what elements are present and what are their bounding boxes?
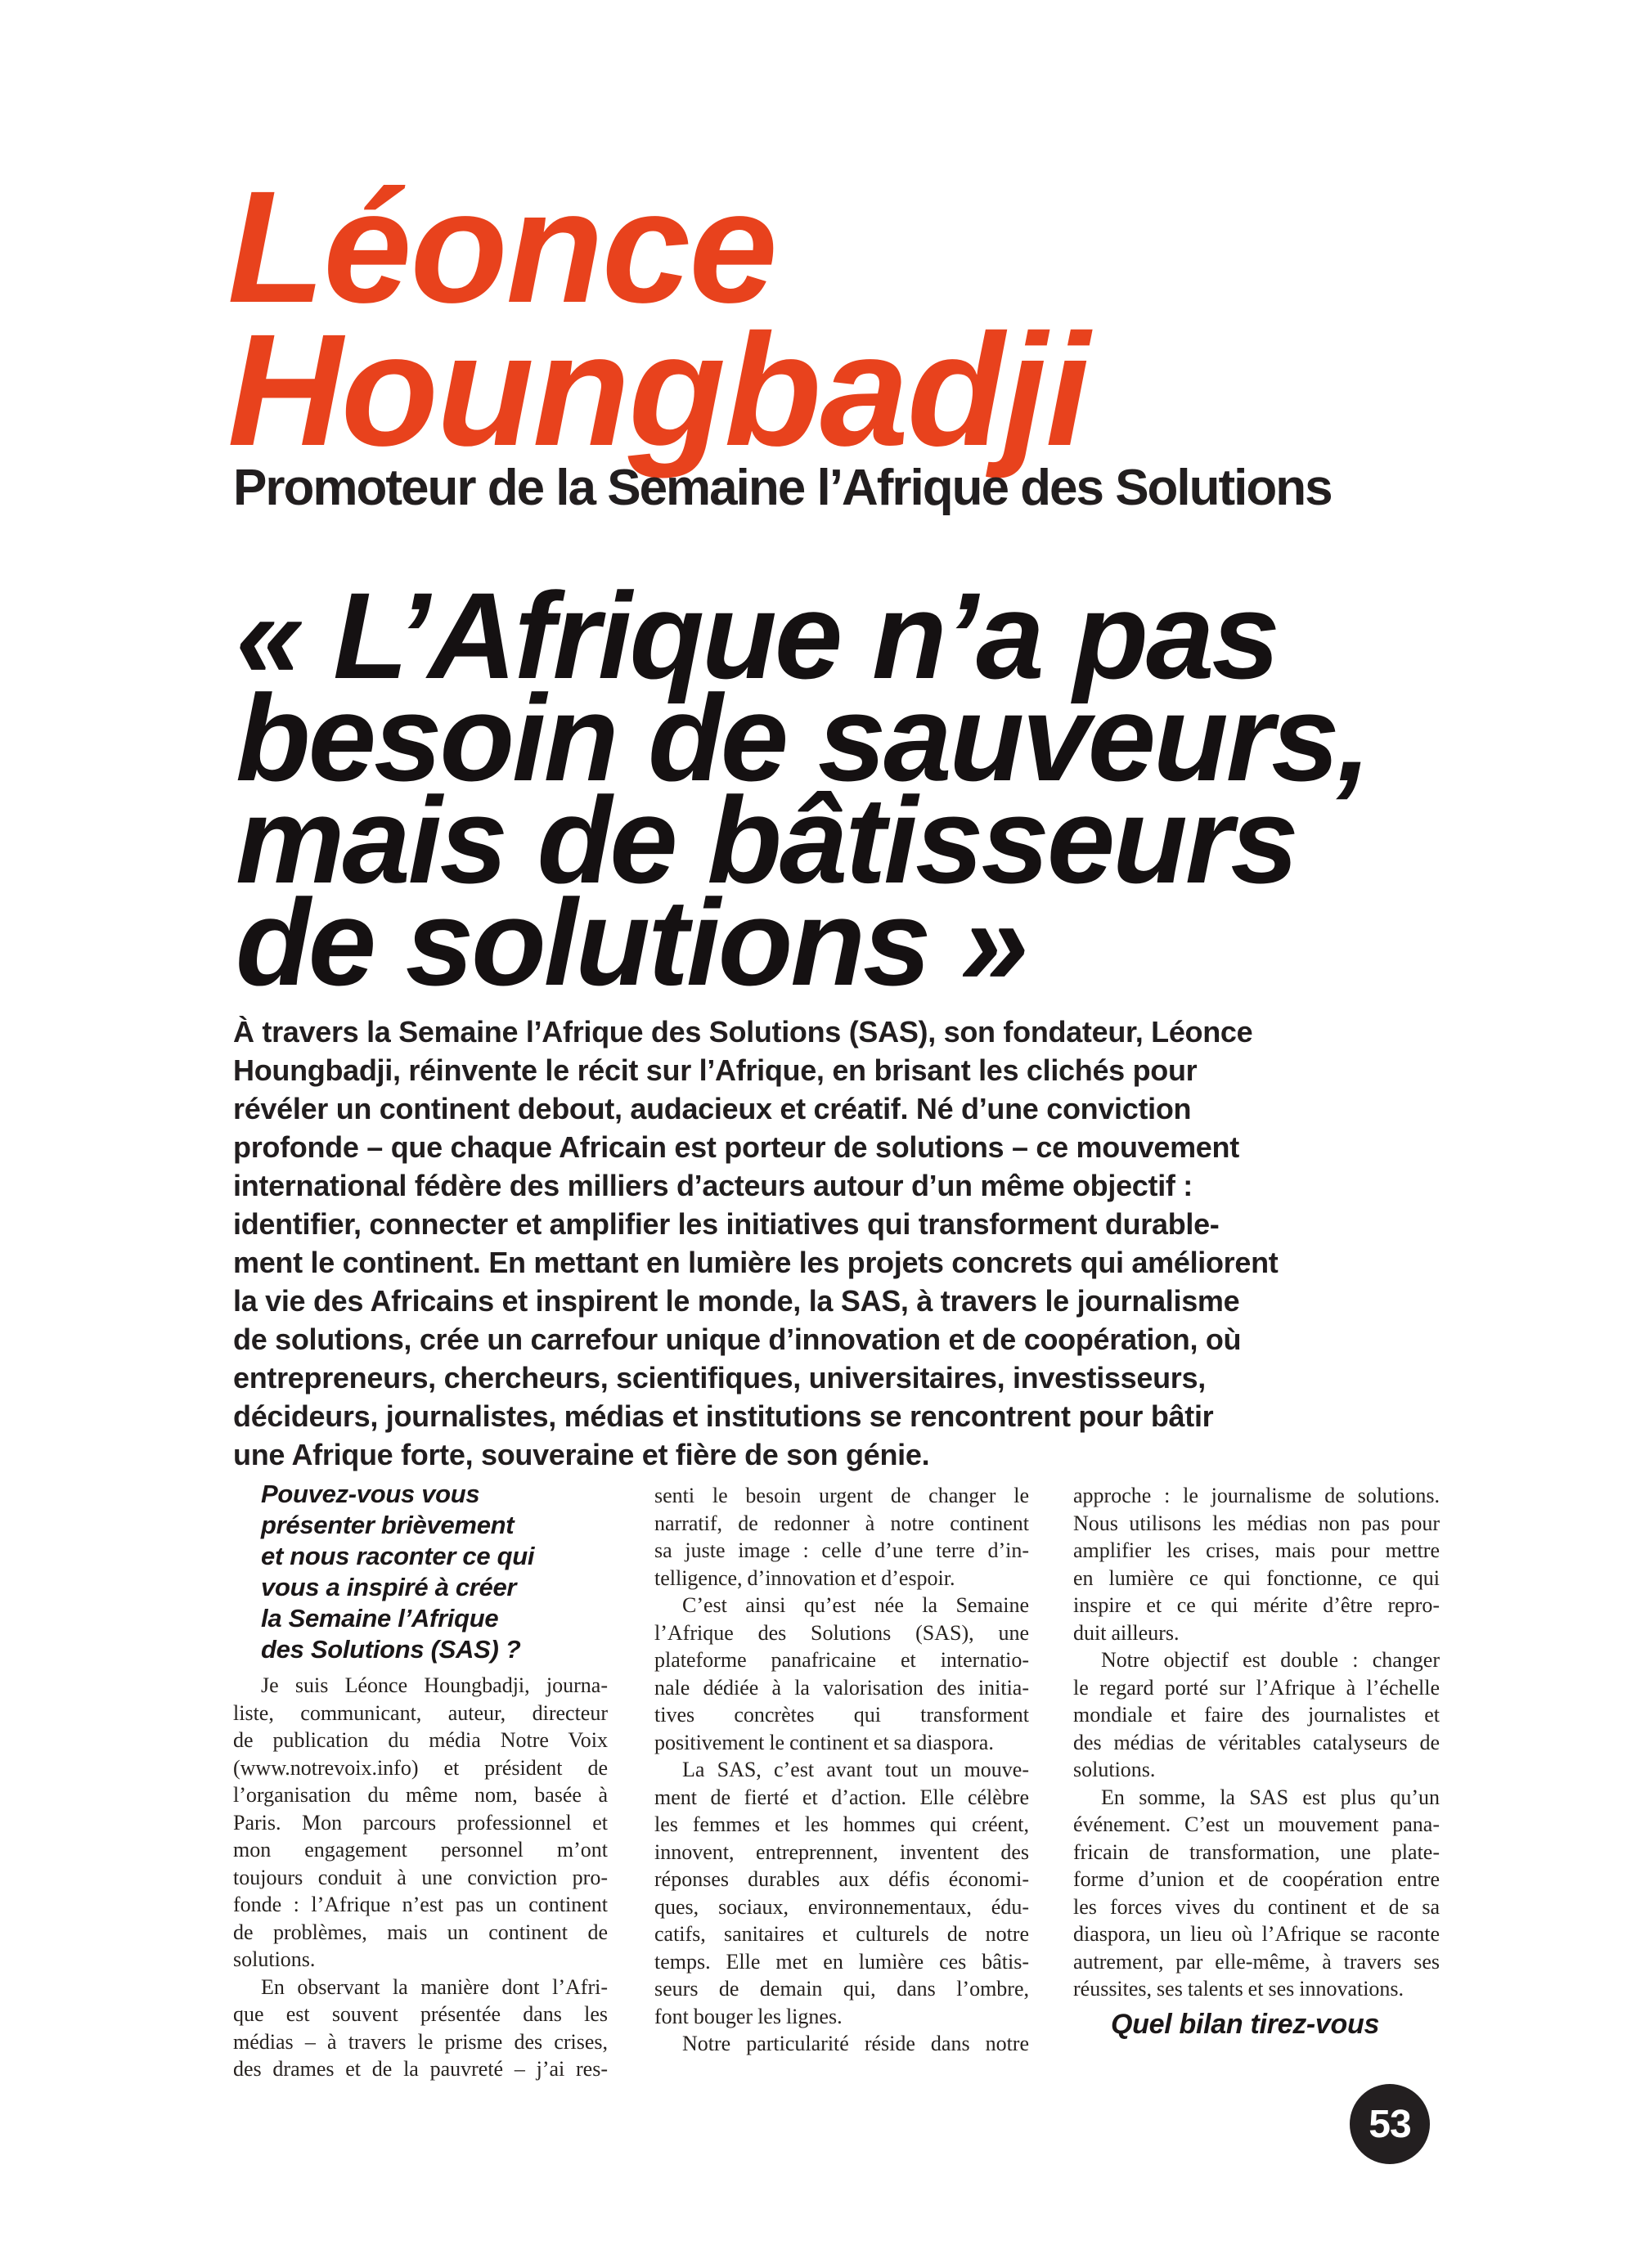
text-line: Paris. Mon parcours professionnel et	[233, 1810, 608, 1835]
text-line: de solutions, crée un carrefour unique d’innovation et de coopération, où	[233, 1323, 1242, 1356]
body-paragraph	[1073, 1482, 1440, 1646]
text-line: plateforme panafricaine et internatio-	[654, 1648, 1029, 1672]
text-line: C’est ainsi qu’est née la Semaine	[682, 1593, 1029, 1617]
text-line: En observant la manière dont l’Afri-	[261, 1974, 608, 1999]
text-line: décideurs, journalistes, médias et institutions se rencontrent pour bâtir	[233, 1399, 1214, 1433]
text-line: la vie des Africains et inspirent le monde, la SAS, à travers le journalisme	[233, 1284, 1240, 1318]
text-line: duit ailleurs.	[1073, 1620, 1180, 1645]
text-line: seurs de demain qui, dans l’ombre,	[654, 1977, 1029, 2001]
text-line: positivement le continent et sa diaspora.	[654, 1730, 994, 1754]
article-subtitle: Promoteur de la Semaine l’Afrique des Solutions	[233, 460, 1332, 516]
text-line: fonde : l’Afrique n’est pas un continent	[233, 1893, 608, 1916]
text-line: toujours conduit à une conviction pro-	[233, 1865, 608, 1889]
column-2	[654, 1482, 1029, 2058]
body-paragraph	[233, 1672, 608, 1974]
text-line: en lumière ce qui fonctionne, ce qui	[1073, 1565, 1440, 1590]
body-paragraph	[1073, 1646, 1440, 1784]
column-3	[1073, 1482, 1440, 2003]
text-line: ment le continent. En mettant en lumière les projets concrets qui améliorent	[233, 1246, 1279, 1279]
title-line-1: Léonce	[227, 158, 776, 336]
text-line: Je suis Léonce Houngbadji, journa-	[261, 1673, 608, 1697]
text-line: de solutions »	[236, 874, 1027, 1011]
text-line: des médias de véritables catalyseurs de	[1073, 1730, 1440, 1754]
text-line: une Afrique forte, souveraine et fière de son génie.	[233, 1438, 930, 1471]
text-line: catifs, sanitaires et culturels de notre	[654, 1922, 1029, 1946]
text-line: les forces vives du continent et de sa	[1073, 1894, 1440, 1919]
text-line: innovent, entreprennent, inventent des	[654, 1839, 1029, 1864]
text-line: fricain de transformation, une plate-	[1073, 1839, 1440, 1864]
text-line: solutions.	[1073, 1758, 1156, 1781]
text-line: sa juste image : celle d’une terre d’in-	[654, 1538, 1029, 1562]
body-paragraph	[654, 1482, 1029, 1592]
text-line: profonde – que chaque Africain est porteur de solutions – ce mouvement	[233, 1130, 1239, 1164]
text-line: des drames et de la pauvreté – j’ai res-	[233, 2057, 608, 2081]
body-paragraph	[654, 2030, 1029, 2058]
page-number-badge	[1350, 2084, 1430, 2164]
text-line: l’organisation du même nom, basée à	[233, 1783, 608, 1807]
text-line: ment de fierté et d’action. Elle célèbre	[654, 1785, 1029, 1809]
text-line: autrement, par elle-même, à travers ses	[1073, 1949, 1440, 1974]
text-line: inspire et ce qui mérite d’être repro-	[1073, 1593, 1440, 1617]
text-line: tives concrètes qui transforment	[654, 1703, 1029, 1727]
text-line: réussites, ses talents et ses innovations.	[1073, 1977, 1405, 2001]
text-line: présenter brièvement	[261, 1511, 515, 1539]
text-line: Pouvez-vous vous	[261, 1480, 480, 1508]
text-line: et nous raconter ce qui	[261, 1542, 535, 1570]
text-line: En somme, la SAS est plus qu’un	[1101, 1785, 1440, 1809]
text-line: amplifier les crises, mais pour mettre	[1073, 1538, 1440, 1562]
body-paragraph	[654, 1592, 1029, 1756]
text-line: solutions.	[233, 1947, 316, 1971]
intro-paragraph	[233, 1013, 1476, 1474]
text-line: À travers la Semaine l’Afrique des Solutions (SAS), son fondateur, Léonce	[233, 1015, 1253, 1049]
text-line: forme d’union et de coopération entre	[1073, 1867, 1440, 1891]
text-line: mon engagement personnel m’ont	[233, 1838, 608, 1862]
text-line: (www.notrevoix.info) et président de	[233, 1755, 608, 1780]
text-line: Notre objectif est double : changer	[1101, 1648, 1440, 1672]
title-line-2: Houngbadji	[227, 301, 1089, 479]
text-line: telligence, d’innovation et d’espoir.	[654, 1565, 955, 1590]
text-line: Houngbadji, réinvente le récit sur l’Afrique, en brisant les clichés pour	[233, 1053, 1198, 1087]
text-line: révéler un continent debout, audacieux et créatif. Né d’une conviction	[233, 1092, 1192, 1125]
text-line: ques, sociaux, environnementaux, édu-	[654, 1894, 1029, 1919]
text-line: besoin de sauveurs,	[236, 669, 1369, 806]
text-line: les femmes et les hommes qui créent,	[654, 1812, 1029, 1836]
column-1	[233, 1479, 608, 2083]
text-line: réponses durables aux défis économi-	[654, 1867, 1029, 1891]
interview-question	[233, 1479, 608, 1665]
pull-quote	[236, 567, 1593, 1011]
text-line: de problèmes, mais un continent de	[233, 1920, 608, 1944]
page-number: 53	[1369, 2102, 1411, 2146]
text-line: liste, communicant, auteur, directeur	[233, 1700, 608, 1725]
text-line: que est souvent présentée dans les	[233, 2002, 608, 2026]
text-line: senti le besoin urgent de changer le	[654, 1484, 1029, 1507]
text-line: mais de bâtisseurs	[236, 771, 1297, 909]
text-line: l’Afrique des Solutions (SAS), une	[654, 1620, 1029, 1645]
text-line: La SAS, c’est avant tout un mouve-	[682, 1758, 1029, 1781]
text-line: international fédère des milliers d’acteurs autour d’un même objectif :	[233, 1169, 1193, 1202]
text-line: identifier, connecter et amplifier les initiatives qui transforment durable-	[233, 1207, 1220, 1241]
text-line: des Solutions (SAS) ?	[261, 1635, 521, 1664]
text-line: temps. Elle met en lumière ces bâtis-	[654, 1949, 1029, 1974]
text-line: la Semaine l’Afrique	[261, 1604, 499, 1633]
body-paragraph	[654, 1756, 1029, 2030]
body-paragraph	[233, 1974, 608, 2083]
text-line: entrepreneurs, chercheurs, scientifiques, universitaires, investisseurs,	[233, 1361, 1206, 1394]
text-line: vous a inspiré à créer	[261, 1573, 517, 1601]
body-paragraph	[1073, 1784, 1440, 2003]
text-line: narratif, de redonner à notre continent	[654, 1511, 1029, 1535]
text-line: « L’Afrique n’a pas	[236, 567, 1278, 704]
text-line: le regard porté sur l’Afrique à l’échelle	[1073, 1675, 1440, 1700]
text-line: nale dédiée à la valorisation des initia-	[654, 1675, 1029, 1700]
text-line: diaspora, un lieu où l’Afrique se raconte	[1073, 1922, 1440, 1946]
text-line: Nous utilisons les médias non pas pour	[1073, 1511, 1440, 1535]
text-line: font bouger les lignes.	[654, 2004, 843, 2028]
text-line: approche : le journalisme de solutions.	[1073, 1484, 1440, 1507]
next-interview-question: Quel bilan tirez-vous	[1111, 2009, 1380, 2040]
text-line: médias – à travers le prisme des crises,	[233, 2029, 608, 2054]
article-title	[227, 158, 1089, 479]
text-line: événement. C’est un mouvement pana-	[1073, 1812, 1440, 1836]
text-line: mondiale et faire des journalistes et	[1073, 1703, 1440, 1727]
text-line: de publication du média Notre Voix	[233, 1728, 608, 1752]
text-line: Notre particularité réside dans notre	[682, 2032, 1029, 2055]
